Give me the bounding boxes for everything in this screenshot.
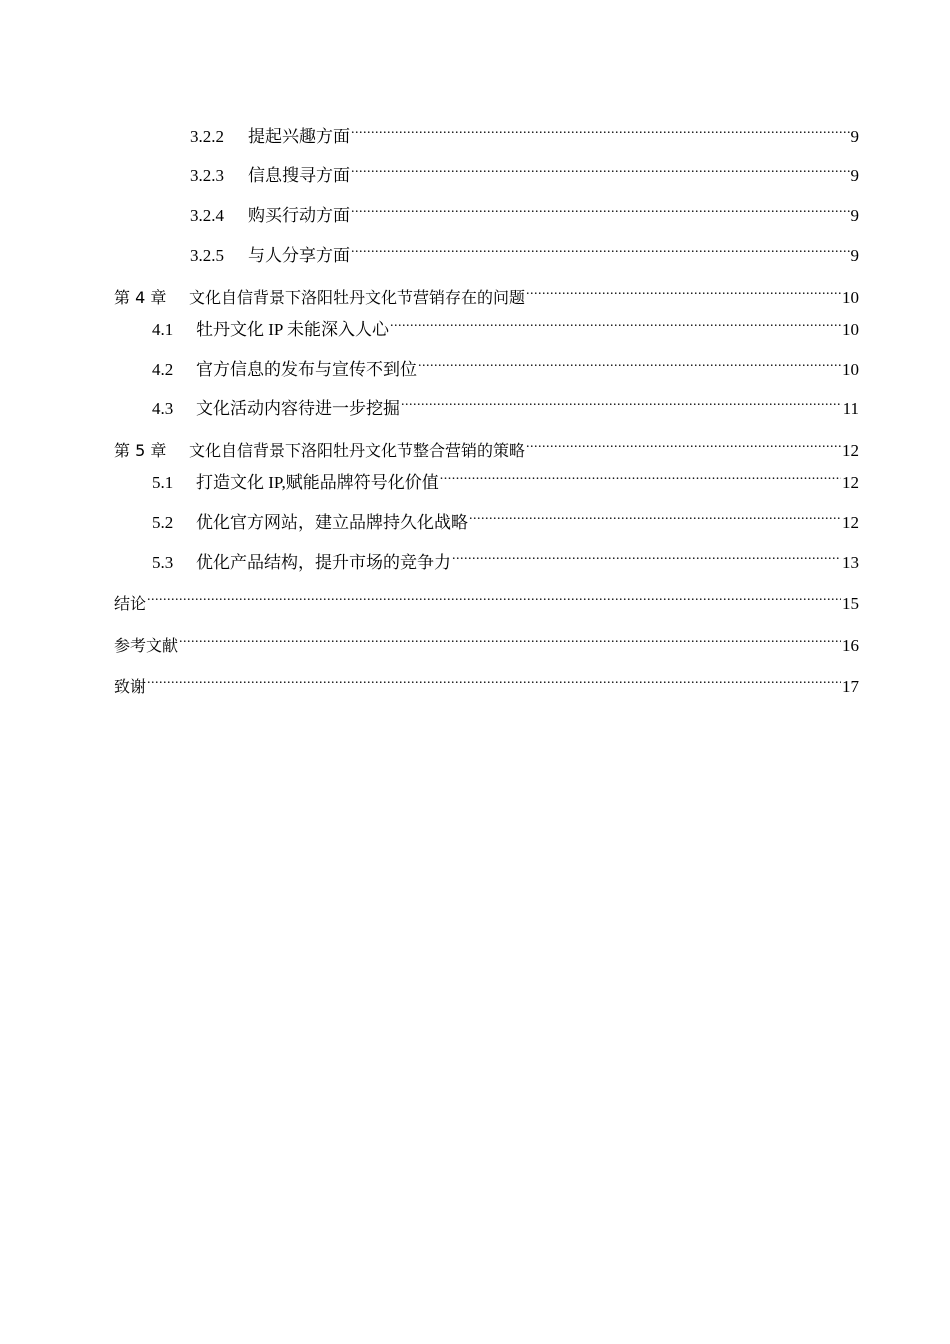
toc-entry-3-2-5[interactable] [190,237,859,268]
toc-entry-4-2[interactable] [152,351,859,382]
toc-entry-number: 3.2.4 [190,206,224,225]
toc-entry-number: 3.2.5 [190,246,224,265]
dot-leader [351,118,850,142]
toc-entry-5-2[interactable] [152,504,859,535]
dot-leader [147,668,841,692]
dot-leader [351,197,850,221]
toc-entry-page: 17 [842,677,859,696]
toc-entry-title: 购买行动方面 [248,206,350,225]
toc-entry-3-2-4[interactable] [190,197,859,228]
toc-entry-title: 与人分享方面 [248,246,350,265]
toc-entry-4-1[interactable] [152,311,859,342]
toc-entry-title: 致谢 [114,677,147,696]
toc-entry-number: 5.2 [152,513,174,532]
toc-entry-page: 9 [850,206,859,225]
toc-entry-page: 10 [842,360,859,379]
toc-entry-number: 3.2.3 [190,166,224,185]
toc-entry-page: 12 [842,441,859,460]
toc-entry-number: 第 4 章 [114,288,167,307]
toc-entry-number: 4.1 [152,320,174,339]
toc-entry-title: 文化活动内容待进一步挖掘 [196,399,400,418]
dot-leader [147,585,841,609]
toc-entry-page: 9 [850,166,859,185]
toc-entry-number: 4.2 [152,360,174,379]
toc-entry-title: 结论 [114,594,147,613]
toc-chapter-5[interactable] [114,432,859,463]
toc-entry-number: 5.1 [152,473,174,492]
toc-entry-page: 11 [842,399,859,418]
toc-conclusion[interactable] [114,585,859,616]
toc-entry-page: 9 [850,127,859,146]
toc-chapter-4[interactable] [114,279,859,310]
toc-entry-number: 3.2.2 [190,127,224,146]
dot-leader [526,432,841,456]
toc-references[interactable] [114,627,859,658]
toc-entry-title: 打造文化 IP,赋能品牌符号化价值 [196,473,439,492]
toc-entry-number: 第 5 章 [114,441,167,460]
dot-leader [440,464,841,488]
toc-entry-title: 文化自信背景下洛阳牡丹文化节整合营销的策略 [189,441,526,460]
toc-entry-page: 12 [842,473,859,492]
toc-entry-title: 提起兴趣方面 [248,127,350,146]
dot-leader [452,544,841,568]
toc-entry-4-3[interactable] [152,390,859,421]
dot-leader [418,351,841,375]
toc-entry-title: 牡丹文化 IP 未能深入人心 [196,320,389,339]
toc-entry-number: 4.3 [152,399,174,418]
toc-entry-page: 15 [842,594,859,613]
toc-entry-5-1[interactable] [152,464,859,495]
toc-entry-number: 5.3 [152,553,174,572]
dot-leader [390,311,841,335]
toc-entry-3-2-3[interactable] [190,157,859,188]
toc-entry-page: 16 [842,636,859,655]
toc-entry-page: 10 [842,320,859,339]
toc-entry-title: 优化产品结构，提升市场的竞争力 [196,553,451,572]
toc-entry-title: 参考文献 [114,636,179,655]
toc-entry-page: 12 [842,513,859,532]
dot-leader [526,279,841,303]
toc-entry-title: 信息搜寻方面 [248,166,350,185]
toc-entry-5-3[interactable] [152,544,859,575]
toc-entry-page: 9 [850,246,859,265]
toc-entry-title: 优化官方网站，建立品牌持久化战略 [196,513,468,532]
dot-leader [469,504,841,528]
toc-entry-page: 13 [842,553,859,572]
toc-entry-title: 文化自信背景下洛阳牡丹文化节营销存在的问题 [189,288,526,307]
toc-acknowledgements[interactable] [114,668,859,699]
toc-entry-page: 10 [842,288,859,307]
dot-leader [401,390,842,414]
toc-entry-3-2-2[interactable] [190,118,859,149]
toc-entry-title: 官方信息的发布与宣传不到位 [196,360,417,379]
dot-leader [351,237,850,261]
dot-leader [179,627,841,651]
dot-leader [351,157,850,181]
